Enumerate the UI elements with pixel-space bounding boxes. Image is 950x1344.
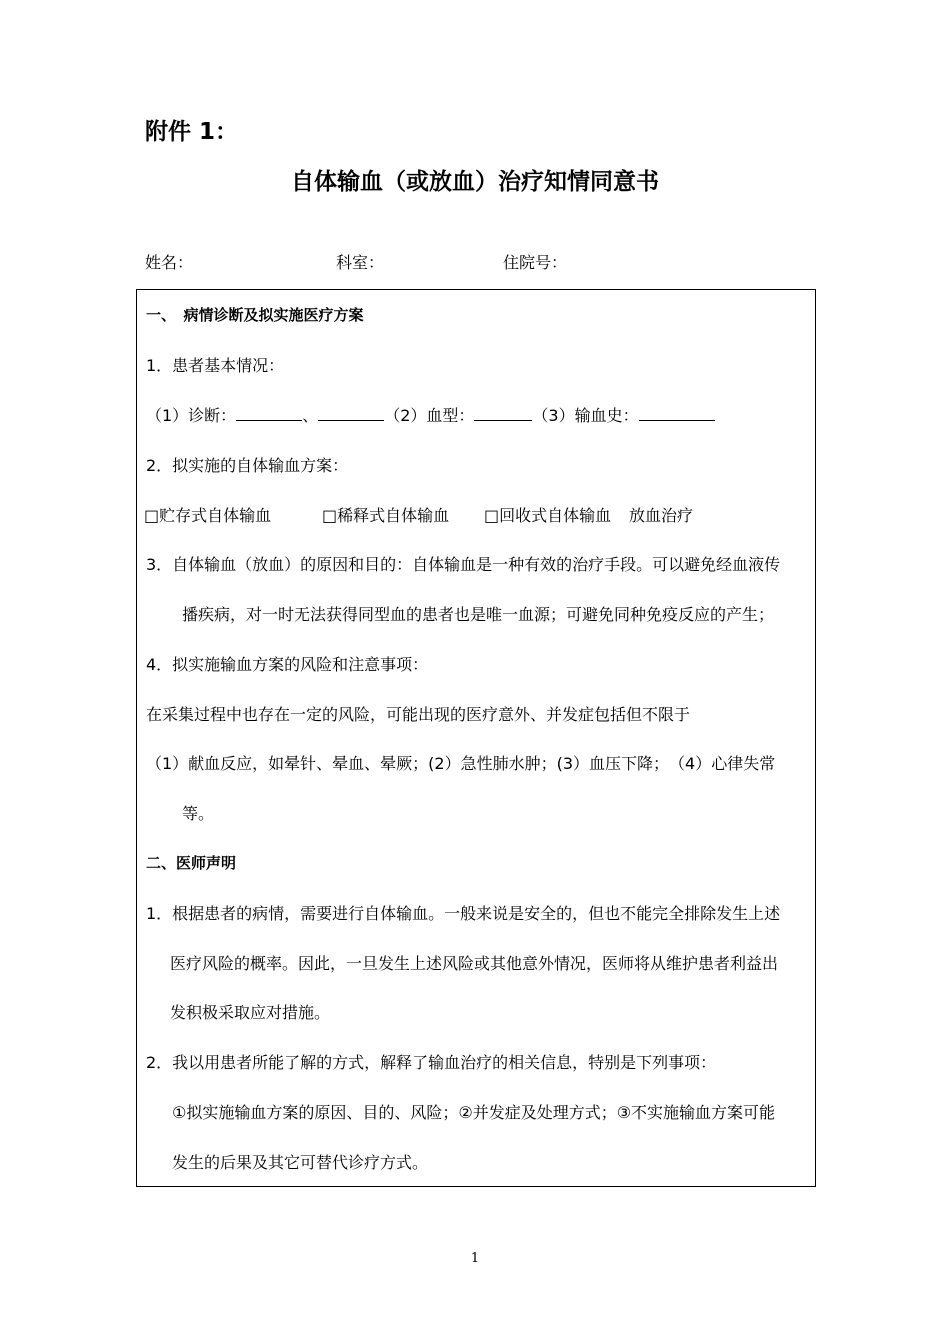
section1-item2-title: 2．拟实施的自体输血方案： bbox=[146, 456, 349, 475]
section1-item4-line1: （1）献血反应，如晕针、晕血、晕厥；(2）急性肺水肿；(3）血压下降； （4）心律失常 bbox=[146, 754, 776, 773]
section2-item1-line2: 医疗风险的概率。因此，一旦发生上述风险或其他意外情况，医师将从维护患者利益出 bbox=[170, 954, 779, 973]
patient-name-label: 姓名： bbox=[145, 253, 194, 272]
section1-item1-title: 1．患者基本情况： bbox=[146, 356, 285, 375]
section1-item3-line2: 播疾病，对一时无法获得同型血的患者也是唯一血源；可避免同种免疫反应的产生； bbox=[182, 605, 775, 624]
diagnosis-separator: 、 bbox=[302, 406, 319, 425]
transfusion-history-label: （3）输血史： bbox=[532, 406, 639, 425]
section2-item2-line3: 发生的后果及其它可替代诊疗方式。 bbox=[172, 1153, 429, 1172]
page-number: 1 bbox=[470, 1251, 480, 1266]
section2-heading: 二、医师声明 bbox=[146, 854, 237, 872]
section1-item4-line2: 等。 bbox=[182, 804, 215, 823]
section1-item1-detail bbox=[146, 403, 715, 426]
section1-item4-title: 4．拟实施输血方案的风险和注意事项： bbox=[146, 655, 429, 674]
option-diluted-autologous[interactable]: □稀释式自体输血 bbox=[322, 506, 450, 525]
section1-item3-line1: 3．自体输血（放血）的原因和目的：自体输血是一种有效的治疗手段。可以避免经血液传 bbox=[146, 555, 781, 574]
diagnosis-blank-1[interactable] bbox=[236, 406, 302, 421]
section1-heading: 一、 病情诊断及拟实施医疗方案 bbox=[146, 306, 364, 324]
section1-item4-intro: 在采集过程中也存在一定的风险，可能出现的医疗意外、并发症包括但不限于 bbox=[146, 705, 691, 724]
document-title: 自体输血（或放血）治疗知情同意书 bbox=[291, 169, 659, 195]
section2-item2-line2: ①拟实施输血方案的原因、目的、风险；②并发症及处理方式；③不实施输血方案可能 bbox=[172, 1103, 776, 1122]
option-bloodletting-therapy[interactable]: 放血治疗 bbox=[629, 506, 694, 525]
transfusion-history-blank[interactable] bbox=[639, 406, 715, 421]
option-salvaged-autologous[interactable]: □回收式自体输血 bbox=[484, 506, 612, 525]
department-label: 科室： bbox=[336, 253, 385, 272]
diagnosis-label: （1）诊断： bbox=[146, 406, 237, 425]
attachment-label: 附件 1： bbox=[145, 119, 239, 145]
section2-item1-line3: 发积极采取应对措施。 bbox=[170, 1003, 331, 1022]
section2-item2-line1: 2．我以用患者所能了解的方式，解释了输血治疗的相关信息，特别是下列事项： bbox=[146, 1053, 717, 1072]
option-stored-autologous[interactable]: □贮存式自体输血 bbox=[144, 506, 272, 525]
consent-content-box bbox=[136, 289, 816, 1187]
blood-type-blank[interactable] bbox=[474, 406, 532, 421]
diagnosis-blank-2[interactable] bbox=[318, 406, 384, 421]
admission-number-label: 住院号： bbox=[503, 253, 568, 272]
blood-type-label: （2）血型： bbox=[384, 406, 475, 425]
section2-item1-line1: 1．根据患者的病情，需要进行自体输血。一般来说是安全的，但也不能完全排除发生上述 bbox=[146, 904, 781, 923]
